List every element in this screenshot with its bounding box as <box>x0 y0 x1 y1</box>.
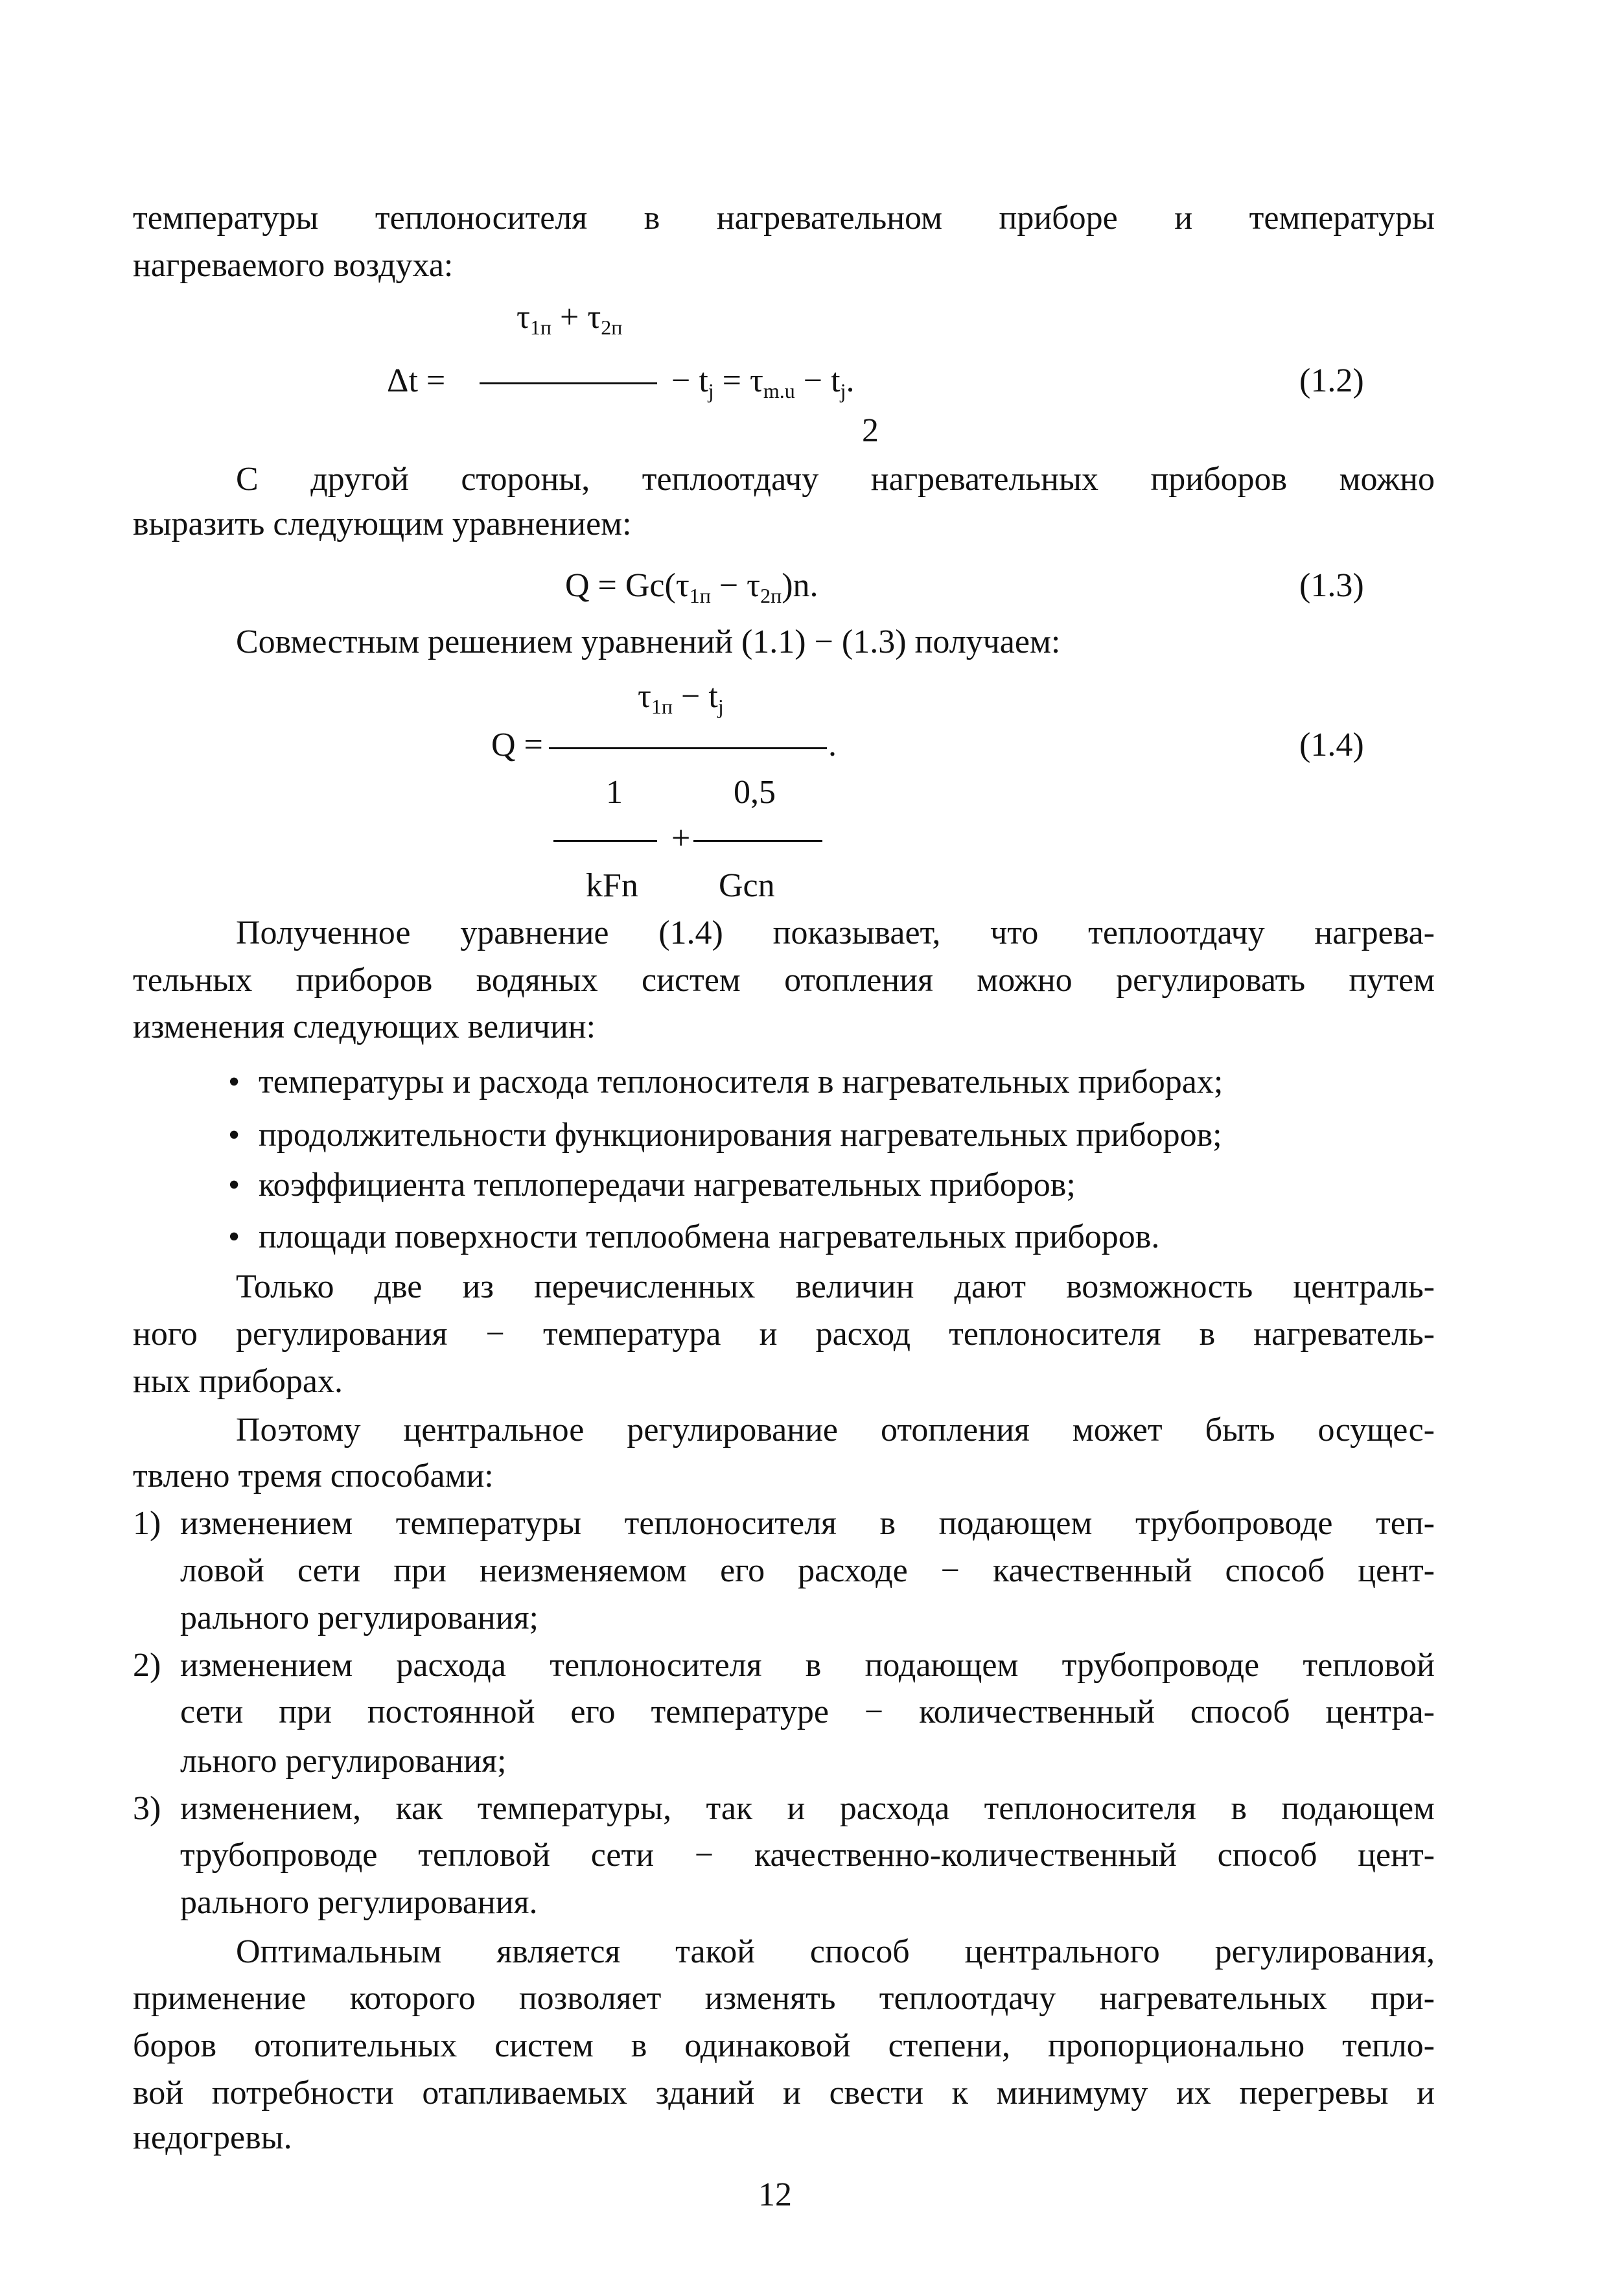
denominator: 2 <box>862 412 879 449</box>
page-number: 12 <box>758 2176 792 2213</box>
list-number: 1) <box>133 1505 161 1542</box>
equation-number: (1.2) <box>1299 362 1364 399</box>
equation-number: (1.3) <box>1299 567 1364 604</box>
text-line: недогревы. <box>133 2119 292 2156</box>
plus: + <box>671 820 691 857</box>
text-line: применение которого позволяет изменять теплоотдачу нагревательных при- <box>133 1980 1435 2017</box>
text-line: нагреваемого воздуха: <box>133 247 454 284</box>
list-item-line: рального регулирования. <box>180 1884 538 1921</box>
denominator-1: 1 <box>606 774 623 811</box>
text-line: С другой стороны, теплоотдачу нагревательных приборов можно <box>236 461 1435 498</box>
fraction-bar <box>553 840 657 842</box>
numerator: τ1п − tj <box>638 678 724 718</box>
list-item-line: льного регулирования; <box>180 1743 507 1780</box>
text-line: Полученное уравнение (1.4) показывает, что теплоотдачу нагрева- <box>236 914 1435 951</box>
text-line: ных приборах. <box>133 1363 343 1400</box>
list-item-line: изменением расхода теплоносителя в подающем трубопроводе тепловой <box>180 1647 1435 1684</box>
list-item-line: изменением температуры теплоносителя в подающем трубопроводе теп- <box>180 1505 1435 1542</box>
fraction-bar <box>693 840 822 842</box>
list-number: 3) <box>133 1790 161 1827</box>
text-line: Совместным решением уравнений (1.1) − (1.3) получаем: <box>236 623 1061 660</box>
list-item-line: ловой сети при неизменяемом его расходе − качественный способ цент- <box>180 1552 1435 1589</box>
equation-number: (1.4) <box>1299 727 1364 763</box>
bullet-icon: • <box>228 1218 240 1255</box>
text-line: выразить следующим уравнением: <box>133 506 632 542</box>
bullet-icon: • <box>228 1064 240 1100</box>
fraction-bar <box>549 747 827 749</box>
text-line: вой потребности отапливаемых зданий и свести к минимуму их перегревы и <box>133 2075 1435 2111</box>
list-item-line: изменением, как температуры, так и расхода теплоносителя в подающем <box>180 1790 1435 1827</box>
list-item: продолжительности функционирования нагревательных приборов; <box>259 1117 1222 1154</box>
numerator: τ1п + τ2п <box>516 299 623 339</box>
denominator-2: 0,5 <box>734 774 776 811</box>
text-line: изменения следующих величин: <box>133 1008 596 1045</box>
text-line: Поэтому центральное регулирование отопления может быть осущес- <box>236 1412 1435 1448</box>
fraction-bar <box>480 382 657 384</box>
list-item-line: рального регулирования; <box>180 1599 539 1636</box>
rhs: − tj = τm.u − tj. <box>671 362 855 402</box>
text-line: Только две из перечисленных величин дают возможность централь- <box>236 1268 1435 1305</box>
list-item: площади поверхности теплообмена нагревательных приборов. <box>259 1218 1160 1255</box>
lhs: Δt = <box>387 362 446 399</box>
list-number: 2) <box>133 1647 161 1684</box>
list-item: коэффициента теплопередачи нагревательных приборов; <box>259 1167 1076 1204</box>
text-line: Оптимальным является такой способ центрального регулирования, <box>236 1933 1435 1970</box>
denominator-3: kFn <box>586 867 638 904</box>
bullet-icon: • <box>228 1117 240 1154</box>
text-line: тельных приборов водяных систем отопления можно регулировать путем <box>133 962 1435 999</box>
lhs: Q = <box>491 727 543 763</box>
period: . <box>828 727 837 763</box>
bullet-icon: • <box>228 1167 240 1204</box>
text-line: боров отопительных систем в одинаковой степени, пропорционально тепло- <box>133 2027 1435 2064</box>
list-item-line: сети при постоянной его температуре − количественный способ центра- <box>180 1693 1435 1730</box>
denominator-4: Gcn <box>719 867 775 904</box>
text-line: ного регулирования − температура и расход теплоносителя в нагреватель- <box>133 1316 1435 1353</box>
list-item: температуры и расхода теплоносителя в нагревательных приборах; <box>259 1064 1224 1100</box>
text-line: твлено тремя способами: <box>133 1458 494 1495</box>
formula: Q = Gc(τ1п − τ2п)n. <box>565 567 818 607</box>
text-line: температуры теплоносителя в нагревательном приборе и температуры <box>133 200 1435 237</box>
list-item-line: трубопроводе тепловой сети − качественно-количественный способ цент- <box>180 1837 1435 1874</box>
